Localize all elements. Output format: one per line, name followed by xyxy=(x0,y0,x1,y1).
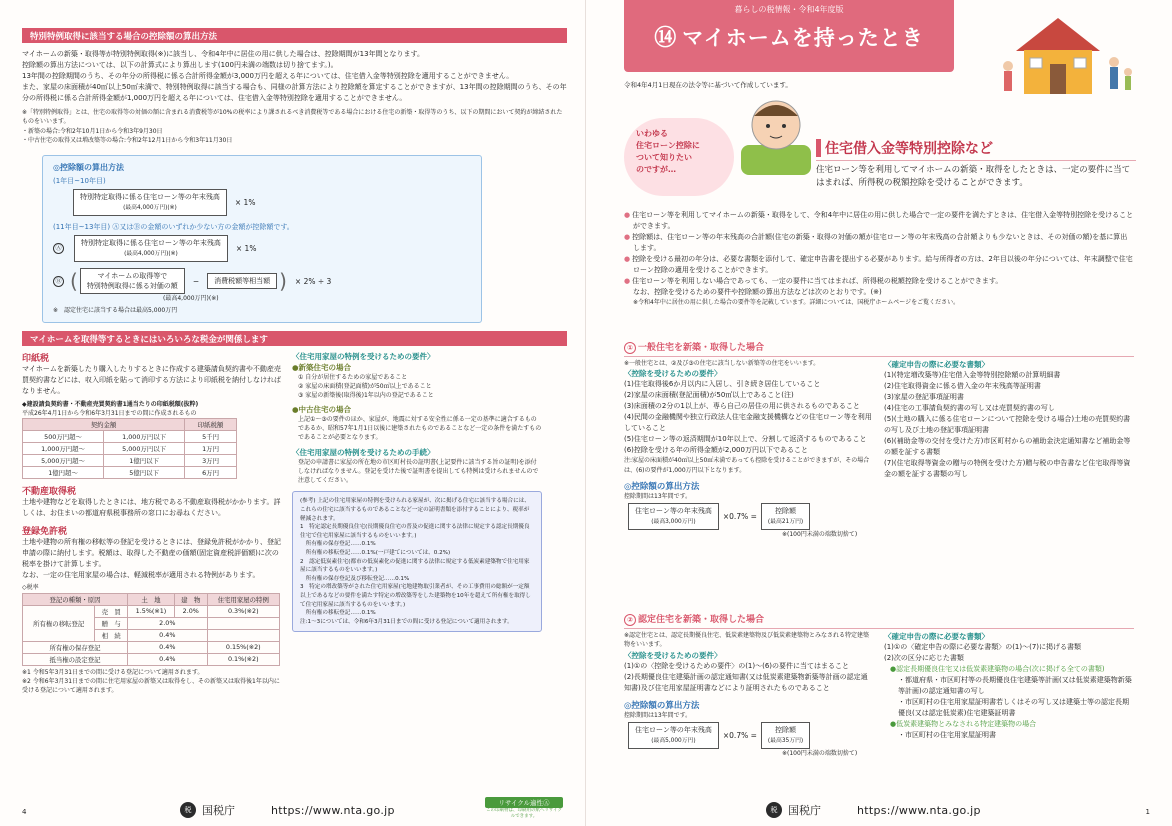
bullet-note: ※令和4年中に居住の用に供した場合の要件等を記載しています。詳細については、国税庁ホームページをご覧ください。 xyxy=(633,299,960,306)
stamp-tax-body: マイホームを新築したり購入したりするときに作成する建築請負契約書や不動産売買契約書などには、収入印紙を貼って消印する方法により印紙税を納付しなければなりません。 xyxy=(22,364,281,395)
s2-formula-op: ×0.7% = xyxy=(722,730,757,740)
nta-logo-icon: 税 xyxy=(766,802,782,818)
section-body: マイホームの新築・取得等が特別特例取得(※)に該当し、令和4年中に居住の用に供した場合は、控除期間が13年間となります。 控除額の算出方法については、以下の計算式により算出します(100円未満の端数は切り捨てます。)。 13年間の控除期間のうち、その年分の所得税に係る合計所得金額が3,000万円を超える年については、住宅借入金等特別控除を適用することができません。 また、家屋の床面積が40㎡以上50㎡未満で、特別特例取得に該当する場合も、同様の計算方法により控除額を算定することができますが、13年間の控除期間のうち、その年分の所得税に係る合計所得金額が1,000万円を超える年については、住宅借入金等特別控除を適用することができません。 xyxy=(22,50,567,102)
org-name: 国税庁 xyxy=(202,804,235,817)
s1-foot: ※(100円未満の端数切捨て) xyxy=(782,531,858,539)
table-row: 抵当権の設定登記 0.4% 0.1%(※2) xyxy=(23,653,280,665)
s2-foot: ※(100円未満の端数切捨て) xyxy=(782,749,858,757)
nta-logo-icon: 税 xyxy=(180,802,196,818)
formula-op-b: × 2% ÷ 3 xyxy=(294,276,332,286)
s2-doc-group-2: ●低炭素建築物とみなされる特定建築物の場合 xyxy=(890,720,1037,728)
s2-doc-group-1-items: ・都道府県・市区町村等の長期優良住宅建築等計画(又は低炭素建築物新築等計画)の認定通知書の写し ・市区町村の住宅用家屋証明書若しくはその写し又は建築士等の認定長期優良(又は認定低炭素)住宅建築証明書 xyxy=(898,676,1132,717)
s1-lead: ※一般住宅とは、②及び③の住宅に該当しない新築等の住宅をいいます。 xyxy=(624,360,820,367)
s2-calc-head: ◎控除額の算出方法 xyxy=(624,700,700,711)
s2-doc-group-2-items: ・市区町村の住宅用家屋証明書 xyxy=(898,731,996,739)
table-row: 所有権の保存登記 0.4% 0.15%(※2) xyxy=(23,641,280,653)
footer-url[interactable]: https://www.nta.go.jp xyxy=(271,803,395,817)
page-number: 4 xyxy=(22,808,27,816)
realty-tax-head: 不動産取得税 xyxy=(22,487,77,498)
bullet-list xyxy=(624,210,1134,307)
footer-url[interactable]: https://www.nta.go.jp xyxy=(857,803,981,817)
org-name: 国税庁 xyxy=(788,804,821,817)
main-heading: 住宅借入金等特別控除など xyxy=(825,141,993,157)
page-title: マイホームを持ったとき xyxy=(682,25,924,50)
table-row: 500万円超～ 1,000万円以下 5千円 xyxy=(23,431,237,443)
reg-tax-body: 土地や建物の所有権の移転等の登記を受けるときには、登録免許税がかかり、登記申請の際に納付します。税額は、取得した不動産の価額(固定資産税評価額)に次の税率を掛けて計算します。 なお、一定の住宅用家屋の場合は、軽減税率が適用される特例があります。 xyxy=(22,538,281,580)
section-1-title: ① 一般住宅を新築・取得した場合 xyxy=(624,340,1134,357)
formula-box-a: 特別特定取得に係る住宅ローン等の年末残高 (最高4,000万円)(※) xyxy=(74,235,228,262)
series-label: 暮らしの税情報・令和4年度版 xyxy=(734,5,844,14)
main-lead: 住宅ローン等を利用してマイホームの新築・取得をしたときは、一定の要件に当てはまれば、所得税の税額控除を受けることができます。 xyxy=(816,165,1131,188)
list-item: ● 控除を受ける最初の年分は、必要な書類を添付して、確定申告書を提出する必要があります。給与所得者の方は、2年目以後の年分については、年末調整で住宅ローン控除の適用を受けることができます。 xyxy=(624,254,1134,276)
stamp-table: 契約金額 印紙税額 500万円超～ 1,000万円以下 5千円 1,000万円超～ 5,000万円以下 1万円 5,000万円超～ 1億円以下 3万円 1億円超～ 5億円以下 6万円 xyxy=(22,418,237,479)
calc-sub-2: (11年目~13年目) Ⓐ又はⒷの金額のいずれか少ない方の金額が控除額です。 xyxy=(53,223,294,232)
stamp-tax-head: 印紙税 xyxy=(22,353,50,364)
house-illustration xyxy=(996,6,1146,98)
reg-tax-head: 登録免許税 xyxy=(22,527,68,538)
issue-number: ⑭ xyxy=(654,26,677,51)
s1-doc-body: (1)(特定増改築等)住宅借入金等特別控除額の計算明細書 (2)住宅取得資金に係る借入金の年末残高等証明書 (3)家屋の登記事項証明書 (4)住宅の工事請負契約書の写し又は売買契約書の写し (5)(土地の購入に係る住宅ローンについて控除を受ける場合)土地の売買契約書の写し及び土地の登記事項証明書 (6)(補助金等の交付を受けた方)市区町村からの補助金決定通知書など補助金等の額を証する書類 (7)(住宅取得等資金の贈与の特例を受けた方)贈与税の申告書など住宅取得等資金の額を証する書類の写し xyxy=(884,371,1131,478)
stamp-table-title: ◆建設請負契約書・不動産売買契約書1通当たりの印紙税額(抜粋) xyxy=(22,400,199,408)
new-house-head: ●新築住宅の場合 xyxy=(292,362,352,372)
table-row: 5,000万円超～ 1億円以下 3万円 xyxy=(23,455,237,467)
title-banner xyxy=(624,0,954,72)
req-head: 〈住宅用家屋の特例を受けるための要件〉 xyxy=(292,351,435,361)
formula-minus: − xyxy=(192,276,200,286)
formula-b-sub: (最高4,000万円)(※) xyxy=(163,295,219,303)
section-2-title: ② 認定住宅を新築・取得した場合 xyxy=(624,612,1134,629)
s2-result-box: 控除額 (最高35万円) xyxy=(761,722,810,749)
stamp-table-note: 平成26年4月1日から令和6年3月31日までの間に作成されるもの xyxy=(22,410,197,418)
calc-note: ※ 認定住宅に該当する場合は最高5,000万円 xyxy=(53,307,178,315)
s1-calc-period: 控除期間は13年間です。 xyxy=(624,492,692,500)
section-note: ※「特別特例取得」とは、住宅の取得等の対価の額に含まれる消費税等が10%の税率により課されるべき消費税等である場合における住宅の新築・取得等のうち、以下の期間において契約が締結されたものをいいます。 ・新築の場合:令和2年10月1日から令和3年9月30日 ・中古住宅の取得又は増改築等の場合:令和2年12月1日から令和3年11月30日 xyxy=(22,109,563,144)
footer xyxy=(766,802,981,818)
s2-calc-period: 控除期間は13年間です。 xyxy=(624,711,692,719)
calc-sub-1: (1年目~10年目) xyxy=(53,177,106,186)
reference-box: (参考) 上記の住宅用家屋の特例を受けられる家屋が、次に掲げる住宅に該当する場合には、これらの住宅に該当するものであることなど一定の証明書類を添付することにより、税率が軽減されます。 1 特定認定長期優良住宅(長期優良住宅の普及の促進に関する法律に規定する認定長期優良住宅で住宅用家屋に該当するものをいいます。) 所有権の保存登記……0.1% 所有権の移転登記……0.1%(一戸建てについては、0.2%) 2 認定低炭素住宅(都市の低炭素化の促進に関する法律に規定する低炭素建築物で住宅用家屋に該当するものをいいます。) 所有権の保存登記及び移転登記……0.1% 3 特定の増改築等がされた住宅用家屋(宅地建物取引業者が、その工事費用の総額が一定額以上であるなどの要件を満たす特定の増改築等をした建築物を10年を超えて所有権を取得して住宅用家屋に該当するものをいいます。) 所有権の移転登記……0.1% 注:1～3については、令和6年3月31日までの間に受ける登記について適用されます。 xyxy=(292,491,542,632)
s1-req-body: (1)住宅取得後6か月以内に入居し、引き続き居住していること (2)家屋の床面積(登記面積)が50㎡以上であること(注) (3)床面積の2分の1以上が、専ら自己の居住の用に供されるものであること (4)民間の金融機関や独立行政法人住宅金融支援機構などの住宅ローン等を利用していること (5)住宅ローン等の返済期間が10年以上で、分割して返済するものであること (6)控除を受ける年の所得金額が2,000万円以下であること xyxy=(624,380,872,455)
section-2-title: マイホームを取得等するときにはいろいろな税金が関係します xyxy=(22,331,567,346)
calc-box: ◎控除額の算出方法 (1年目~10年目) 特別特定取得に係る住宅ローン等の年末残高 (最高4,000万円)(※) × 1% (11年目~13年目) Ⓐ又はⒷの金額のいずれか少ない方の金額が控除額です。 Ⓐ 特別特定取得に係る住宅ローン等の年末残高 (最高4,000万円)(※) × 1% Ⓑ ( マイホームの取得等で 特別特例取得に係る対価の額 − 消費税額等相当額 ) × 2% ÷ 3 (最高4,000万円)(※) ※ 認定住宅に該当する場合は最高5,000万円 xyxy=(42,155,482,323)
s1-formula-box: 住宅ローン等の年末残高 (最高3,000万円) xyxy=(628,503,719,530)
table-row: 相 続 0.4% xyxy=(23,629,280,641)
s1-req-note: 注:家屋の床面積が40㎡以上50㎡未満であっても控除を受けることができますが、その場合は、(6)の要件が1,000万円以下となります。 xyxy=(624,457,870,474)
rate-table: 登記の種類・原因 土 地 建 物 住宅用家屋の特例 所有権の移転登記 売 買 1.5%(※1) 2.0% 0.3%(※2) 贈 与 2.0% 相 続 0.4% 所有権の保存登記 0.4% 0.15%(※2) 抵当権の設定登記 0.4% 0.1%(※2) xyxy=(22,593,280,666)
s1-result-box: 控除額 (最高21万円) xyxy=(761,503,810,530)
table-row: 1億円超～ 5億円以下 6万円 xyxy=(23,467,237,479)
list-item: ● 住宅ローン等を利用してマイホームの新築・取得をして、令和4年中に居住の用に供した場合で一定の要件を満たすときは、住宅借入金等特別控除を受けることができます。 xyxy=(624,210,1134,232)
rate-notes: ※1 令和5年3月31日までの間に受ける登記について適用されます。 ※2 令和6年3月31日までの間に住宅用家屋の新築又は取得をし、その新築又は取得後1年以内に受ける登記について適用されます。 xyxy=(22,668,280,695)
table-row: 贈 与 2.0% xyxy=(23,617,280,629)
proc-body: 登記の申請書に家屋の所在地の市区町村長の証明書(上記要件に該当する旨の証明)を添付しなければなりません。登記を受けた後で証明書を提出しても特例は受けられませんので注意してください。 xyxy=(298,458,539,485)
used-house-head: ●中古住宅の場合 xyxy=(292,404,352,414)
label-a: Ⓐ xyxy=(53,243,64,254)
used-house-body: 上記①～③の要件のほか、家屋が、地震に対する安全性に係る一定の基準に適合するものであるか、昭和57年1月1日以後に建築されたものであることなど一定の条件を満たすものであることが必要となります。 xyxy=(298,415,542,442)
recycle-mark: リサイクル適性Ⓐ この印刷物は、印刷用の紙へリサイクルできます。 xyxy=(485,799,562,819)
s2-lead: ※認定住宅とは、認定長期優良住宅、低炭素建築物及び低炭素建築物とみなされる特定建築物をいいます。 xyxy=(624,632,870,649)
realty-tax-body: 土地や建物などを取得したときには、地方税である不動産取得税がかかります。詳しくは、お住まいの都道府県税事務所の窓口にお尋ねください。 xyxy=(22,498,281,518)
table-row: 所有権の移転登記 売 買 1.5%(※1) 2.0% 0.3%(※2) xyxy=(23,605,280,617)
speech-bubble: いわゆる 住宅ローン控除に ついて知りたい のですが… xyxy=(624,118,734,196)
page-number: 1 xyxy=(1145,808,1150,816)
formula-box-b2: 消費税額等相当額 xyxy=(207,273,277,289)
tax-right-column xyxy=(292,351,542,696)
formula-box-b: マイホームの取得等で 特別特例取得に係る対価の額 xyxy=(80,268,185,294)
s2-req-head: 〈控除を受けるための要件〉 xyxy=(624,650,722,660)
section-title: 特別特例取得に該当する場合の控除額の算出方法 xyxy=(22,28,567,43)
s1-req-head: 〈控除を受けるための要件〉 xyxy=(624,369,722,379)
s2-doc-group-1: ●認定長期優良住宅又は低炭素建築物の場合(次に掲げる全ての書類) xyxy=(890,665,1105,673)
s1-calc-head: ◎控除額の算出方法 xyxy=(624,481,700,492)
label-b: Ⓑ xyxy=(53,276,64,287)
tax-left-column xyxy=(22,351,282,696)
rate-title: ◇税率 xyxy=(22,584,39,592)
s1-formula-op: ×0.7% = xyxy=(722,512,757,522)
s2-doc-head: 〈確定申告の際に必要な書類〉 xyxy=(884,632,989,641)
formula-box-1: 特別特定取得に係る住宅ローン等の年末残高 (最高4,000万円)(※) xyxy=(73,189,227,216)
s2-doc-body: (1)①の〈確定申告の際に必要な書類〉の(1)～(7)に掲げる書類 (2)次の区分に応じた書類 xyxy=(884,643,1082,662)
right-page xyxy=(586,0,1172,826)
s2-formula-box: 住宅ローン等の年末残高 (最高5,000万円) xyxy=(628,722,719,749)
footer xyxy=(180,802,395,818)
s1-doc-head: 〈確定申告の際に必要な書類〉 xyxy=(884,360,989,369)
date-note: 令和4年4月1日現在の法令等に基づいて作成しています。 xyxy=(624,81,792,89)
character-illustration xyxy=(736,90,816,175)
table-row: 1,000万円超～ 5,000万円以下 1万円 xyxy=(23,443,237,455)
formula-op-1: × 1% xyxy=(234,198,256,208)
proc-head: 〈住宅用家屋の特例を受けるための手続〉 xyxy=(292,447,435,457)
list-item: ● 住宅ローン等を利用しない場合であっても、一定の要件に当てはまれば、所得税の税額控除を受けることができます。 なお、控除を受けるための要件や控除額の算出方法などは次のとおりです。(※) xyxy=(624,276,1134,298)
calc-title: ◎控除額の算出方法 xyxy=(53,163,124,173)
list-item: ● 控除額は、住宅ローン等の年末残高の合計額(住宅の新築・取得の対価の額が住宅ローン等の年末残高の合計額よりも少ないときは、その対価の額)を基に算出します。 xyxy=(624,232,1134,254)
formula-op-a: × 1% xyxy=(235,244,257,254)
new-house-items: ① 自分が居住するための家屋であること ② 家屋の床面積(登記面積)が50㎡以上であること ③ 家屋の新築後(取得後)1年以内の登記であること xyxy=(298,373,434,400)
s2-req-body: (1)①の〈控除を受けるための要件〉の(1)～(6)の要件に当てはまること (2)長期優良住宅建築計画の認定通知書(又は低炭素建築物新築等計画の認定通知書)及び住宅用家屋証明書などにより証明されたものであること xyxy=(624,661,868,692)
